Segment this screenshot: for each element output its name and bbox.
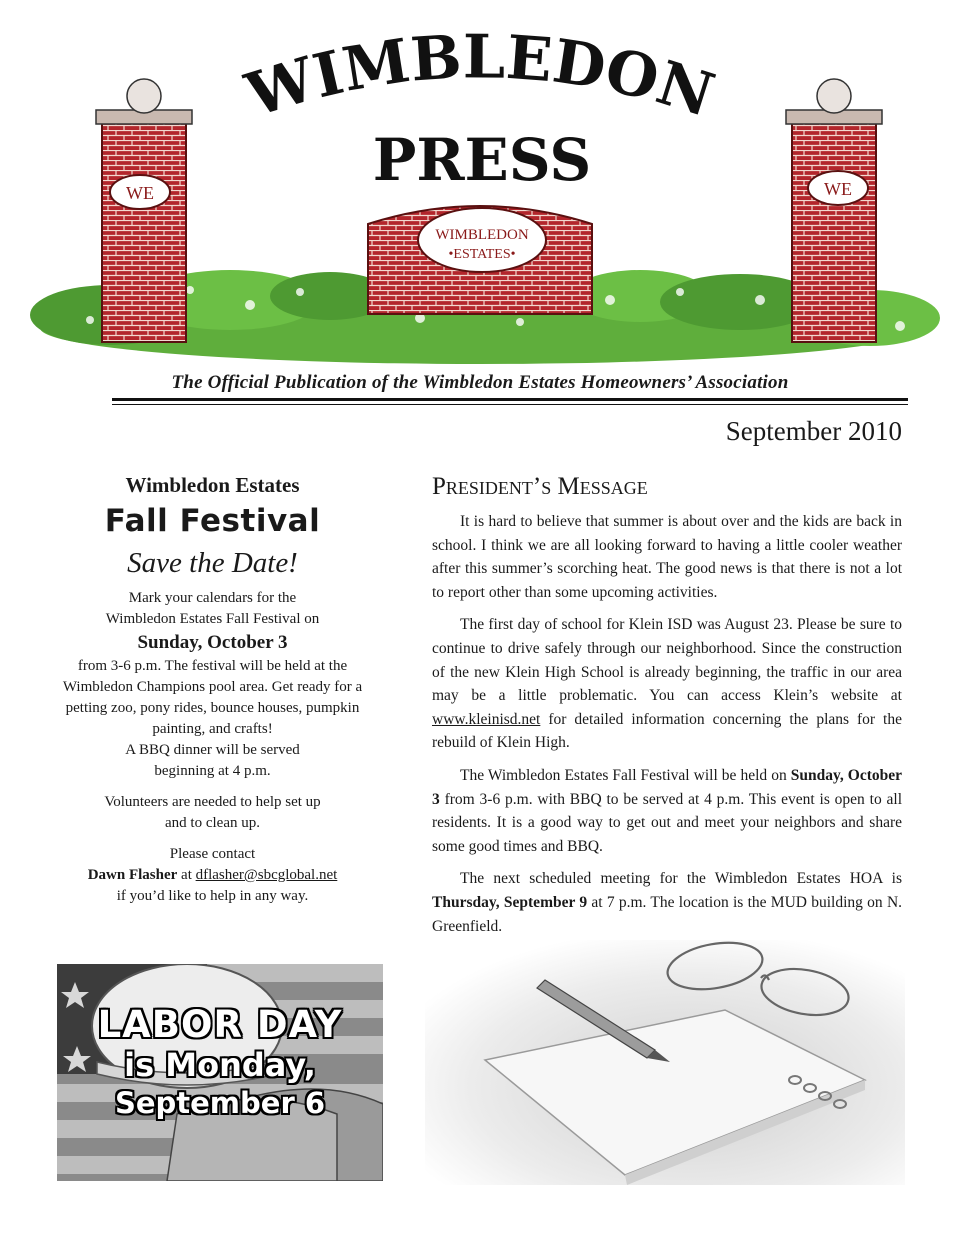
p3-text-before: The Wimbledon Estates Fall Festival will be held on	[460, 766, 787, 784]
festival-date: Sunday, October 3	[137, 632, 288, 653]
labor-day-graphic	[57, 964, 383, 1181]
message-paragraph-3	[432, 764, 902, 858]
festival-details-text: from 3-6 p.m. The festival will be held at the Wimbledon Champions pool area. Get ready for a petting zoo, pony rides, bounce houses, pumpkin painting, and crafts!	[62, 658, 363, 737]
svg-text:WE: WE	[126, 183, 154, 203]
p2-text-after: for detailed information concerning the plans for the rebuild of Klein High.	[432, 710, 902, 752]
contact-name: Dawn Flasher	[87, 867, 178, 883]
masthead-rule	[112, 398, 908, 401]
festival-volunteers-2: and to clean up.	[165, 815, 260, 831]
festival-kicker: Wimbledon Estates	[125, 473, 300, 497]
notebook-pen-glasses-photo	[425, 940, 905, 1185]
brick-pillar-left	[96, 79, 192, 342]
issue-date: September 2010	[725, 416, 902, 446]
festival-save-the-date: Save the Date!	[127, 547, 298, 579]
festival-intro-2: Wimbledon Estates Fall Festival on	[105, 611, 320, 627]
estates-sign	[368, 206, 592, 314]
p4-text-after: at 7 p.m. The location is the MUD building on N. Greenfield.	[432, 893, 903, 935]
festival-volunteers	[50, 792, 375, 834]
festival-announcement	[50, 470, 375, 917]
presidents-message-title: President’s Message	[432, 473, 648, 500]
contact-email-link[interactable]: dflasher@sbcglobal.net	[195, 867, 338, 883]
masthead-title: WIMBLEDON	[238, 22, 722, 132]
message-paragraph-4	[432, 867, 902, 938]
svg-text:WIMBLEDON: WIMBLEDON	[435, 227, 529, 243]
svg-text:WE: WE	[824, 179, 852, 199]
masthead-rule-thin	[112, 404, 908, 405]
labor-day-text	[57, 1004, 383, 1122]
festival-intro-1: Mark your calendars for the	[128, 590, 297, 606]
svg-text:•ESTATES•: •ESTATES•	[448, 247, 516, 262]
contact-at: at	[181, 867, 192, 883]
masthead-subtitle: PRESS	[372, 126, 592, 194]
festival-volunteers-1: Volunteers are needed to help set up	[104, 794, 321, 810]
masthead-tagline: The Official Publication of the Wimbledon Estates Homeowners’ Association	[171, 372, 789, 393]
masthead-illustration	[0, 0, 960, 380]
p4-date: Thursday, September 9	[432, 893, 588, 911]
festival-title: Fall Festival	[104, 503, 321, 539]
p2-text-before: The first day of school for Klein ISD was August 23. Please be sure to continue to drive safely through our neighborhood. Since the construction of the new Klein High School is already beginning, the traffic in our area may be a little problematic. You can access Klein’s website at	[432, 616, 902, 705]
festival-contact	[50, 844, 375, 907]
contact-prompt: Please contact	[169, 846, 256, 862]
p3-text-after: from 3-6 p.m. with BBQ to be served at 4 p.m. This event is open to all residents. It is a good way to get out and meet your neighbors and share some good times and BBQ.	[432, 790, 903, 855]
brick-pillar-right	[786, 79, 882, 342]
message-paragraph-2	[432, 613, 902, 755]
contact-suffix: if you’d like to help in any way.	[116, 888, 309, 904]
p4-text-before: The next scheduled meeting for the Wimbledon Estates HOA is	[460, 870, 902, 888]
festival-bbq-2: beginning at 4 p.m.	[154, 763, 271, 779]
festival-bbq-1: A BBQ dinner will be served	[125, 742, 300, 758]
labor-day-line2: is Monday,	[124, 1046, 316, 1084]
labor-day-date: September 6	[114, 1086, 326, 1120]
klein-isd-link[interactable]: www.kleinisd.net	[432, 710, 541, 728]
presidents-message	[432, 472, 902, 991]
p3-date: Sunday, October 3	[432, 766, 903, 808]
message-paragraph-1: It is hard to believe that summer is about over and the kids are back in school. I think we are all looking forward to having a little cooler weather after this summer’s scorching heat. The good news is that there is not a lot to report other than some upcoming activities.	[432, 513, 902, 601]
festival-details	[50, 656, 375, 782]
labor-day-heading: LABOR DAY	[97, 1003, 343, 1046]
